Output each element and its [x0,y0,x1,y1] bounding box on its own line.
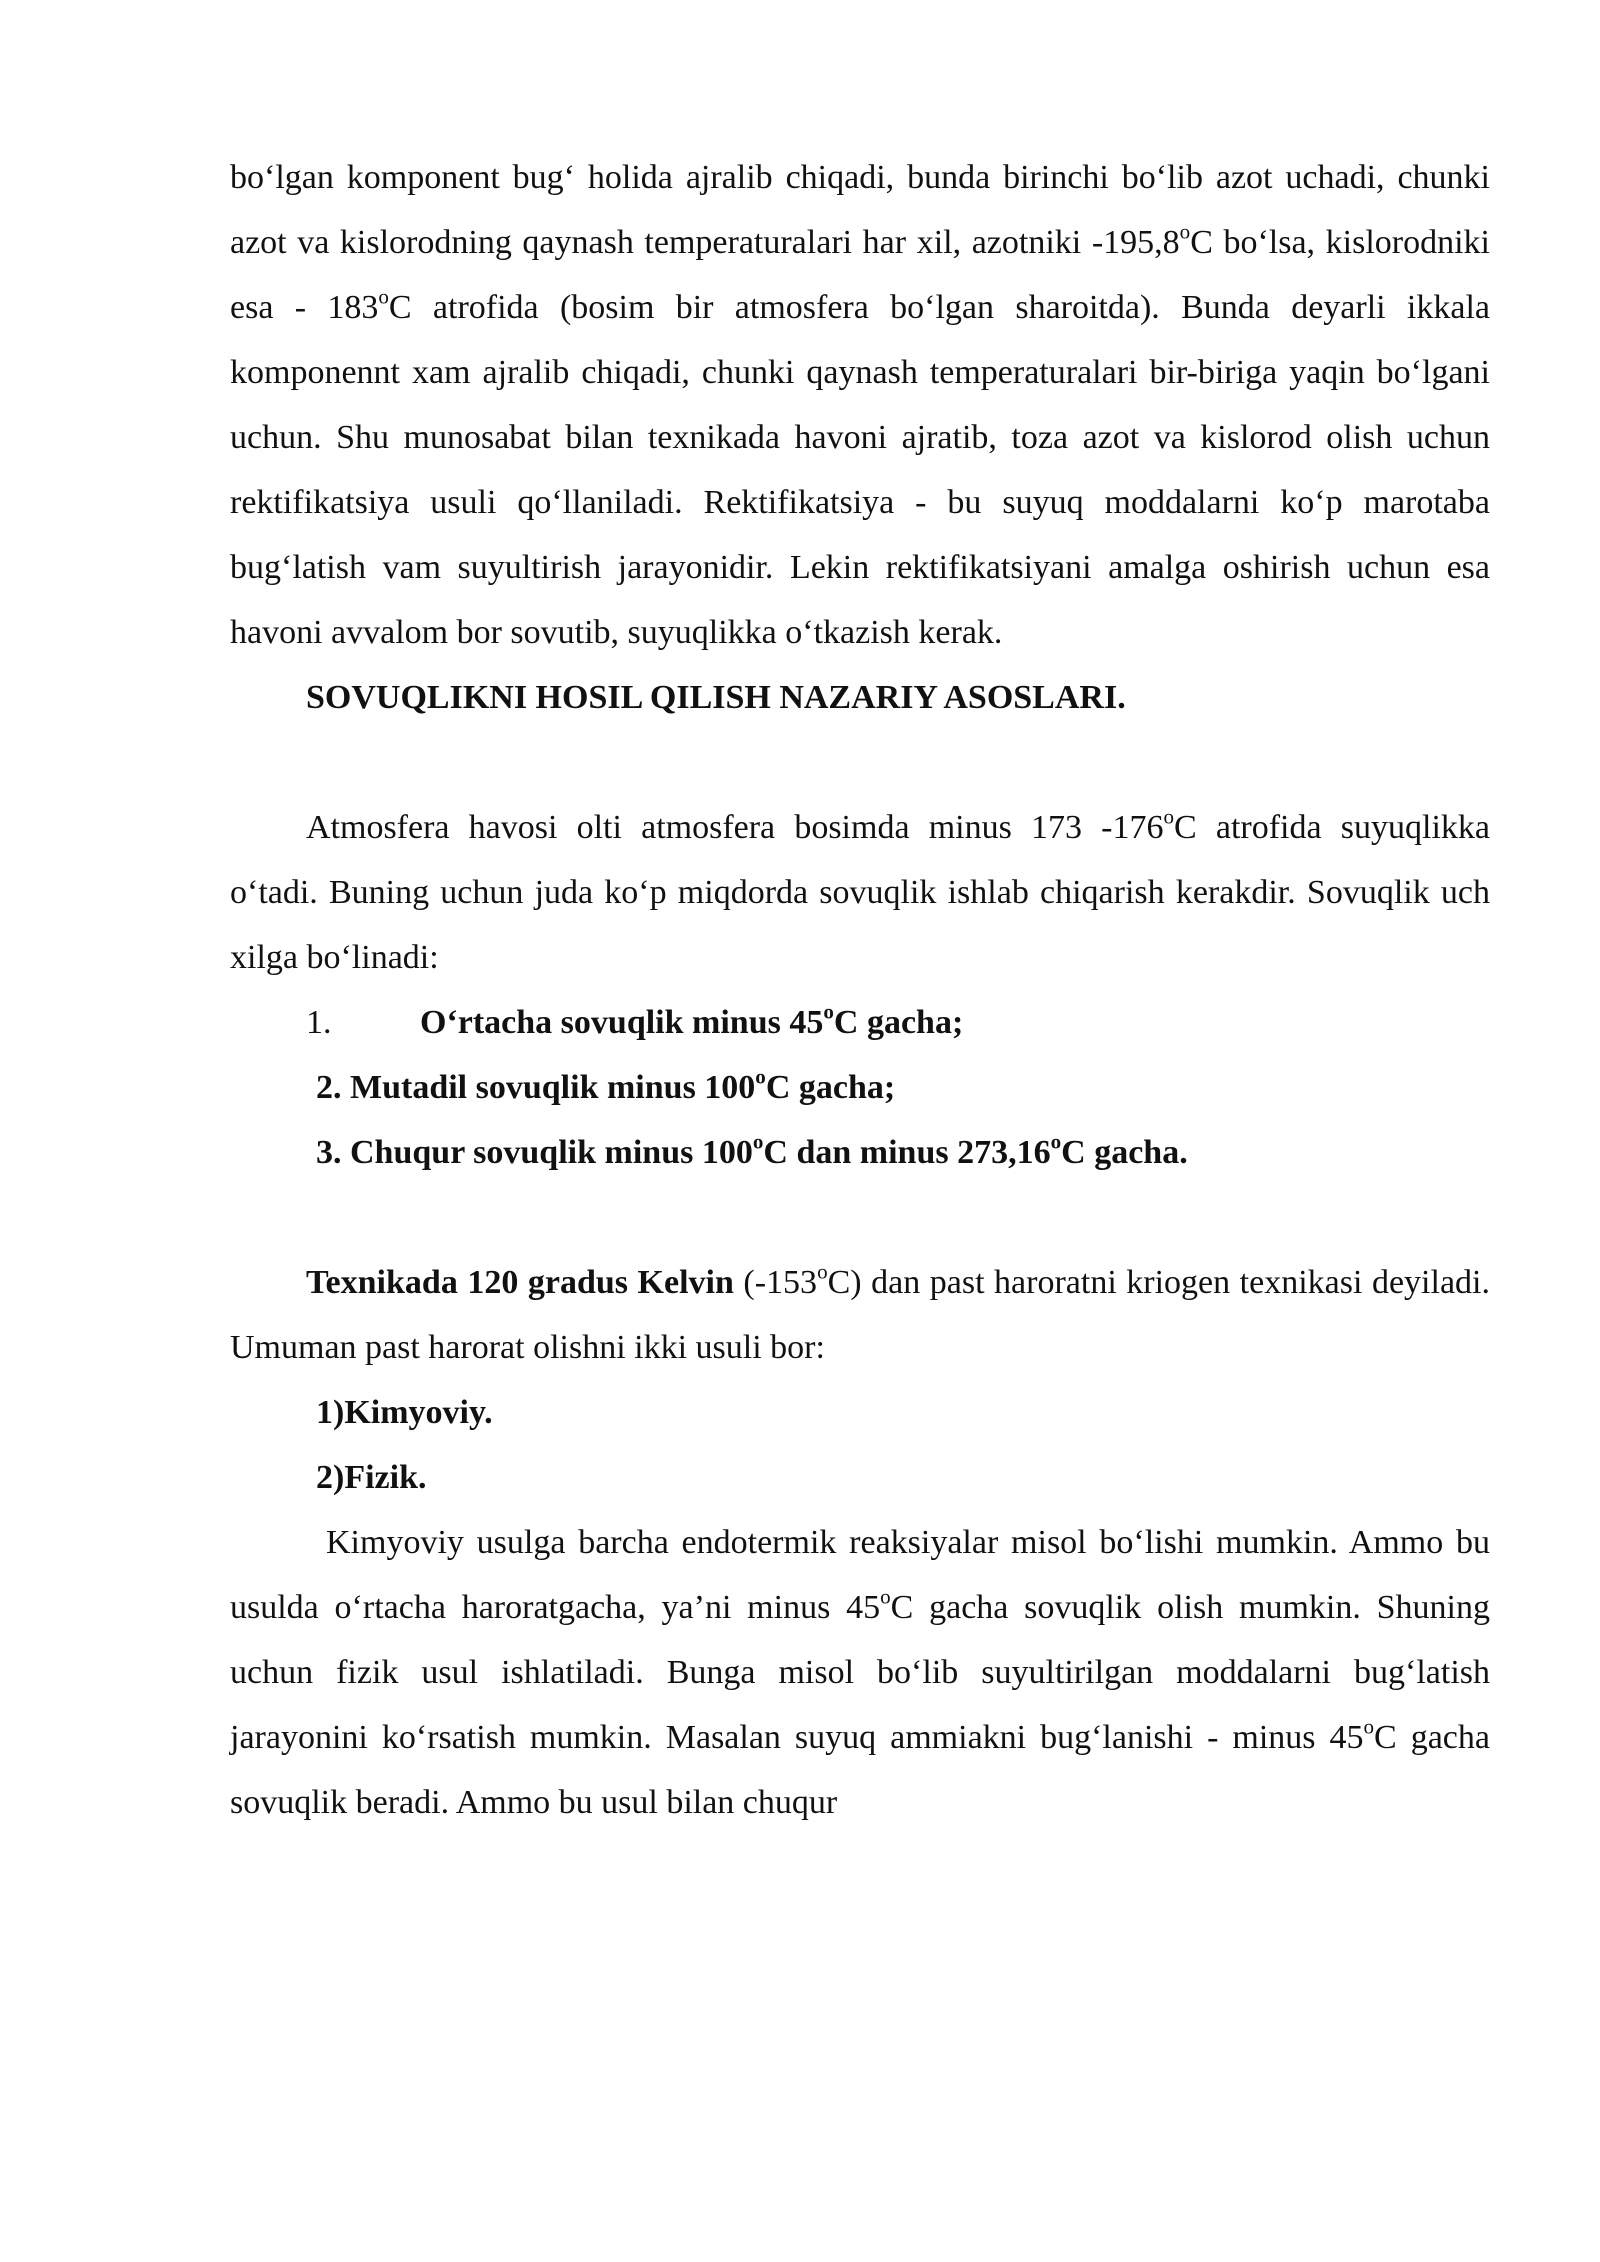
degree-sup: o [817,1259,828,1284]
text-run: C gacha; [765,1069,896,1106]
degree-sup: o [755,1064,766,1089]
paragraph-kriogen [230,1250,1490,1380]
list-item [230,1055,1490,1120]
method-physical: 2)Fizik. [316,1459,427,1496]
text-run: C atrofida suyuqlikka o‘tadi. Buning uchun juda ko‘p miqdorda sovuqlik ishlab chiqarish kerakdir. Sovuqlik uch xilga bo‘linadi: [230,809,1490,976]
text-run: C) dan past haroratni kriogen texnikasi deyiladi. Umuman past harorat olishni ikki usuli bor: [230,1264,1490,1366]
text-run: C bo‘lsa, kislorodniki esa - 183 [230,224,1490,326]
degree-sup: o [880,1584,891,1609]
text-run: O‘rtacha sovuqlik minus 45 [420,1004,824,1041]
text-run: bo‘lgan komponent bug‘ holida ajralib chiqadi, bunda birinchi bo‘lib azot uchadi, chunki azot va kislorodning qaynash temperaturalari har xil, azotniki -195,8 [230,159,1490,261]
cold-types-list [230,990,1490,1185]
degree-sup: o [378,284,389,309]
degree-sup: o [1179,219,1191,244]
text-run: C dan minus 273,16 [763,1134,1051,1171]
text-run: 2. Mutadil sovuqlik minus 100 [316,1069,756,1106]
bold-term: Texnikada 120 gradus Kelvin [306,1264,734,1301]
text-run: Kimyoviy usulga barcha endotermik reaksiyalar misol bo‘lishi mumkin. Ammo bu usulda o‘rtacha haroratgacha, ya’ni minus 45 [230,1524,1490,1626]
degree-sup: o [1163,804,1175,829]
paragraph-intro [230,145,1490,665]
paragraph-methods [230,1510,1490,1835]
degree-sup: o [1050,1129,1062,1154]
list-number: 1. [306,1004,332,1041]
paragraph-atmosphere [230,795,1490,990]
text-run: C gacha; [833,1004,964,1041]
text-run: Atmosfera havosi olti atmosfera bosimda minus 173 -176 [306,809,1164,846]
text-run: C gacha sovuqlik beradi. Ammo bu usul bilan chuqur [230,1719,1490,1821]
method-chemical: 1)Kimyoviy. [316,1394,493,1431]
list-item [230,1120,1490,1185]
text-run: (-153 [733,1264,818,1301]
text-run: C gacha. [1061,1134,1188,1171]
list-item [230,990,1490,1055]
degree-sup: o [752,1129,764,1154]
section-heading: SOVUQLIKNI HOSIL QILISH NAZARIY ASOSLARI. [306,679,1126,716]
text-run: C gacha sovuqlik olish mumkin. Shuning uchun fizik usul ishlatiladi. Bunga misol bo‘lib suyultirilgan moddalarni bug‘latish jarayonini ko‘rsatish mumkin. Masalan suyuq ammiakni bug‘lanishi - minus 45 [230,1589,1490,1756]
degree-sup: o [823,999,834,1024]
page-content [230,145,1490,1835]
text-run: 3. Chuqur sovuqlik minus 100 [316,1134,753,1171]
degree-sup: o [1363,1714,1375,1739]
text-run: C atrofida (bosim bir atmosfera bo‘lgan sharoitda). Bunda deyarli ikkala komponennt xam ajralib chiqadi, chunki qaynash temperaturalari bir-biriga yaqin bo‘lgani uchun. Shu munosabat bilan texnikada havoni ajratib, toza azot va kislorod olish uchun rektifikatsiya usuli qo‘llaniladi. Rektifikatsiya - bu suyuq moddalarni ko‘p marotaba bug‘latish vam suyultirish jarayonidir. Lekin rektifikatsiyani amalga oshirish uchun esa havoni avvalom bor sovutib, suyuqlikka o‘tkazish kerak. [230,289,1490,651]
